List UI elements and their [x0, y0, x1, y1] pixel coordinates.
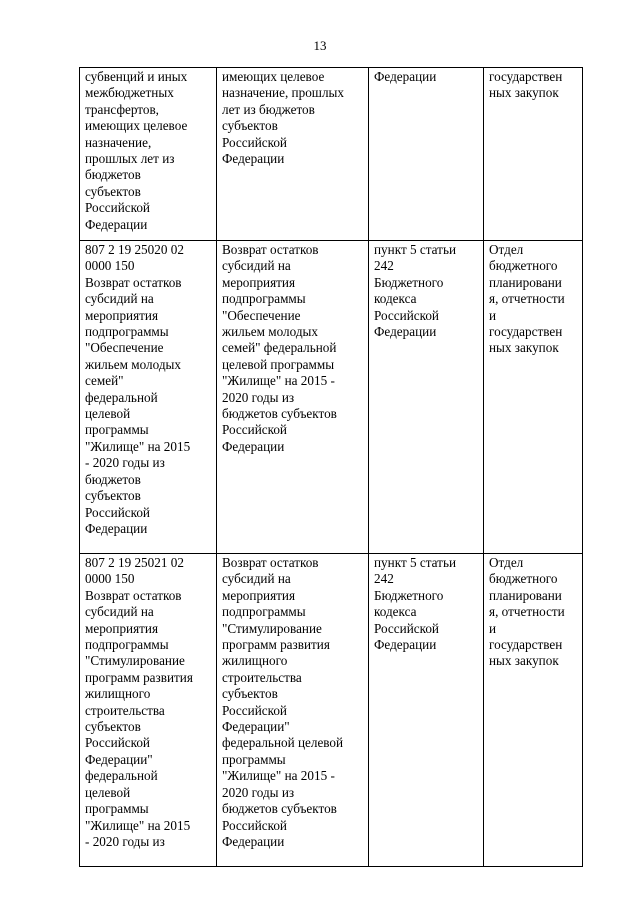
cell-code: 807 2 19 25021 02 0000 150 Возврат остатков субсидий на мероприятия подпрограммы "Стимулирование программ развития жилищного строительства субъектов Российской Федерации" федеральной целевой программы "Жилище" на 2015 - 2020 годы из [80, 554, 217, 867]
cell-responsible: государствен ных закупок [484, 68, 583, 241]
cell-name: Возврат остатков субсидий на мероприятия подпрограммы "Стимулирование программ развития жилищного строительства субъектов Российской Федерации" федеральной целевой программы "Жилище" на 2015 - 2020 годы из бюджетов субъектов Российской Федерации [217, 554, 369, 867]
budget-codes-table [79, 67, 583, 867]
table-row [80, 68, 583, 241]
cell-code: субвенций и иных межбюджетных трансфертов, имеющих целевое назначение, прошлых лет из бюджетов субъектов Российской Федерации [80, 68, 217, 241]
cell-name: Возврат остатков субсидий на мероприятия подпрограммы "Обеспечение жильем молодых семей" федеральной целевой программы "Жилище" на 2015 - 2020 годы из бюджетов субъектов Российской Федерации [217, 241, 369, 554]
table-row [80, 554, 583, 867]
cell-basis: пункт 5 статьи 242 Бюджетного кодекса Российской Федерации [369, 241, 484, 554]
cell-responsible: Отдел бюджетного планировани я, отчетности и государствен ных закупок [484, 241, 583, 554]
page-number: 13 [313, 38, 327, 53]
cell-responsible: Отдел бюджетного планировани я, отчетности и государствен ных закупок [484, 554, 583, 867]
cell-code: 807 2 19 25020 02 0000 150 Возврат остатков субсидий на мероприятия подпрограммы "Обеспечение жильем молодых семей" федеральной целевой программы "Жилище" на 2015 - 2020 годы из бюджетов субъектов Российской Федерации [80, 241, 217, 554]
cell-name: имеющих целевое назначение, прошлых лет из бюджетов субъектов Российской Федерации [217, 68, 369, 241]
cell-basis: Федерации [369, 68, 484, 241]
cell-basis: пункт 5 статьи 242 Бюджетного кодекса Российской Федерации [369, 554, 484, 867]
table-row [80, 241, 583, 554]
